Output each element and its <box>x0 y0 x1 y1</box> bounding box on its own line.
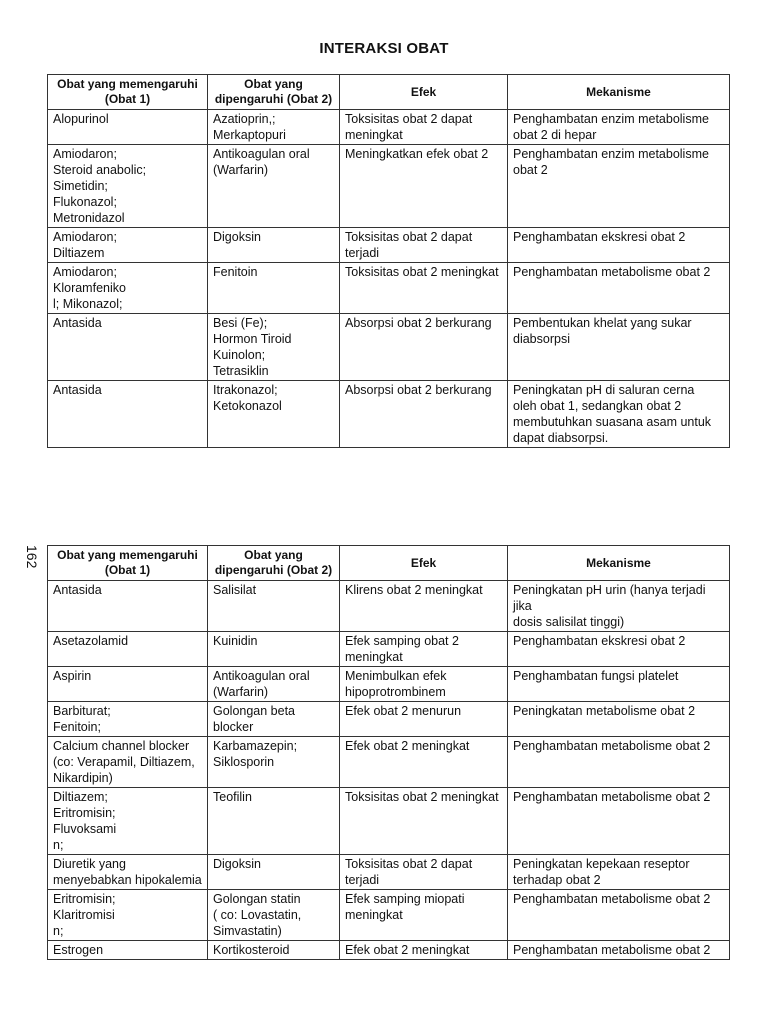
cell-affecting-drug: Antasida <box>48 314 208 381</box>
drug-interaction-table-1 <box>47 74 730 448</box>
cell-effect: Absorpsi obat 2 berkurang <box>340 314 508 381</box>
cell-mechanism: Penghambatan ekskresi obat 2 <box>508 228 730 263</box>
table-body <box>48 110 730 448</box>
cell-affecting-drug: Antasida <box>48 381 208 448</box>
cell-affecting-drug: Aspirin <box>48 667 208 702</box>
cell-affecting-drug: Diuretik yang menyebabkan hipokalemia <box>48 855 208 890</box>
cell-affected-drug: Kuinidin <box>208 632 340 667</box>
header-effect: Efek <box>340 75 508 110</box>
cell-affected-drug: Kortikosteroid <box>208 941 340 960</box>
table-row <box>48 737 730 788</box>
cell-effect: Efek samping obat 2 meningkat <box>340 632 508 667</box>
page-number: 162 <box>24 545 40 569</box>
table-row <box>48 110 730 145</box>
cell-affected-drug: Antikoagulan oral (Warfarin) <box>208 667 340 702</box>
cell-affecting-drug: Barbiturat; Fenitoin; <box>48 702 208 737</box>
header-mechanism: Mekanisme <box>508 546 730 581</box>
cell-mechanism: Penghambatan metabolisme obat 2 <box>508 890 730 941</box>
cell-affecting-drug: Antasida <box>48 581 208 632</box>
cell-affected-drug: Digoksin <box>208 855 340 890</box>
cell-affecting-drug: Asetazolamid <box>48 632 208 667</box>
table-row <box>48 228 730 263</box>
cell-mechanism: Penghambatan fungsi platelet <box>508 667 730 702</box>
cell-mechanism: Peningkatan metabolisme obat 2 <box>508 702 730 737</box>
cell-affected-drug: Fenitoin <box>208 263 340 314</box>
cell-mechanism: Peningkatan pH di saluran cerna oleh obat 1, sedangkan obat 2 membutuhkan suasana asam untuk dapat diabsorpsi. <box>508 381 730 448</box>
drug-interaction-table-2 <box>47 545 730 960</box>
cell-effect: Toksisitas obat 2 dapat terjadi <box>340 855 508 890</box>
cell-affected-drug: Golongan beta blocker <box>208 702 340 737</box>
cell-mechanism: Penghambatan enzim metabolisme obat 2 di hepar <box>508 110 730 145</box>
header-affected-drug: Obat yang dipengaruhi (Obat 2) <box>208 75 340 110</box>
cell-affected-drug: Golongan statin ( co: Lovastatin, Simvastatin) <box>208 890 340 941</box>
header-effect: Efek <box>340 546 508 581</box>
cell-effect: Efek samping miopati meningkat <box>340 890 508 941</box>
table-row <box>48 381 730 448</box>
cell-mechanism: Penghambatan metabolisme obat 2 <box>508 263 730 314</box>
header-affecting-drug: Obat yang memengaruhi (Obat 1) <box>48 75 208 110</box>
cell-affecting-drug: Estrogen <box>48 941 208 960</box>
cell-affecting-drug: Amiodaron; Kloramfeniko l; Mikonazol; <box>48 263 208 314</box>
cell-affecting-drug: Calcium channel blocker (co: Verapamil, Diltiazem, Nikardipin) <box>48 737 208 788</box>
cell-effect: Toksisitas obat 2 meningkat <box>340 788 508 855</box>
cell-affected-drug: Itrakonazol; Ketokonazol <box>208 381 340 448</box>
cell-effect: Efek obat 2 menurun <box>340 702 508 737</box>
table-row <box>48 667 730 702</box>
table-row <box>48 581 730 632</box>
cell-mechanism: Penghambatan metabolisme obat 2 <box>508 788 730 855</box>
table-row <box>48 941 730 960</box>
cell-mechanism: Peningkatan kepekaan reseptor terhadap obat 2 <box>508 855 730 890</box>
cell-effect: Menimbulkan efek hipoprotrombinem <box>340 667 508 702</box>
cell-effect: Efek obat 2 meningkat <box>340 941 508 960</box>
cell-affected-drug: Antikoagulan oral (Warfarin) <box>208 145 340 228</box>
table-header-row <box>48 546 730 581</box>
cell-effect: Meningkatkan efek obat 2 <box>340 145 508 228</box>
cell-mechanism: Pembentukan khelat yang sukar diabsorpsi <box>508 314 730 381</box>
cell-affecting-drug: Amiodaron; Diltiazem <box>48 228 208 263</box>
cell-affected-drug: Azatioprin,; Merkaptopuri <box>208 110 340 145</box>
cell-affecting-drug: Diltiazem; Eritromisin; Fluvoksami n; <box>48 788 208 855</box>
cell-mechanism: Penghambatan ekskresi obat 2 <box>508 632 730 667</box>
cell-effect: Efek obat 2 meningkat <box>340 737 508 788</box>
cell-effect: Absorpsi obat 2 berkurang <box>340 381 508 448</box>
cell-mechanism: Peningkatan pH urin (hanya terjadi jika dosis salisilat tinggi) <box>508 581 730 632</box>
cell-effect: Klirens obat 2 meningkat <box>340 581 508 632</box>
cell-affected-drug: Digoksin <box>208 228 340 263</box>
page-title: INTERAKSI OBAT <box>319 40 449 57</box>
cell-mechanism: Penghambatan enzim metabolisme obat 2 <box>508 145 730 228</box>
cell-mechanism: Penghambatan metabolisme obat 2 <box>508 941 730 960</box>
cell-affecting-drug: Amiodaron; Steroid anabolic; Simetidin; Flukonazol; Metronidazol <box>48 145 208 228</box>
cell-affecting-drug: Alopurinol <box>48 110 208 145</box>
table-row <box>48 145 730 228</box>
header-affecting-drug: Obat yang memengaruhi (Obat 1) <box>48 546 208 581</box>
cell-affected-drug: Karbamazepin; Siklosporin <box>208 737 340 788</box>
cell-effect: Toksisitas obat 2 meningkat <box>340 263 508 314</box>
table-body <box>48 581 730 960</box>
table-row <box>48 890 730 941</box>
cell-effect: Toksisitas obat 2 dapat terjadi <box>340 228 508 263</box>
cell-effect: Toksisitas obat 2 dapat meningkat <box>340 110 508 145</box>
table-row <box>48 788 730 855</box>
table-row <box>48 263 730 314</box>
cell-affecting-drug: Eritromisin; Klaritromisi n; <box>48 890 208 941</box>
table-row <box>48 314 730 381</box>
header-mechanism: Mekanisme <box>508 75 730 110</box>
cell-affected-drug: Teofilin <box>208 788 340 855</box>
table-row <box>48 702 730 737</box>
table-row <box>48 632 730 667</box>
cell-affected-drug: Besi (Fe); Hormon Tiroid Kuinolon; Tetrasiklin <box>208 314 340 381</box>
cell-mechanism: Penghambatan metabolisme obat 2 <box>508 737 730 788</box>
header-affected-drug: Obat yang dipengaruhi (Obat 2) <box>208 546 340 581</box>
cell-affected-drug: Salisilat <box>208 581 340 632</box>
table-row <box>48 855 730 890</box>
table-header-row <box>48 75 730 110</box>
